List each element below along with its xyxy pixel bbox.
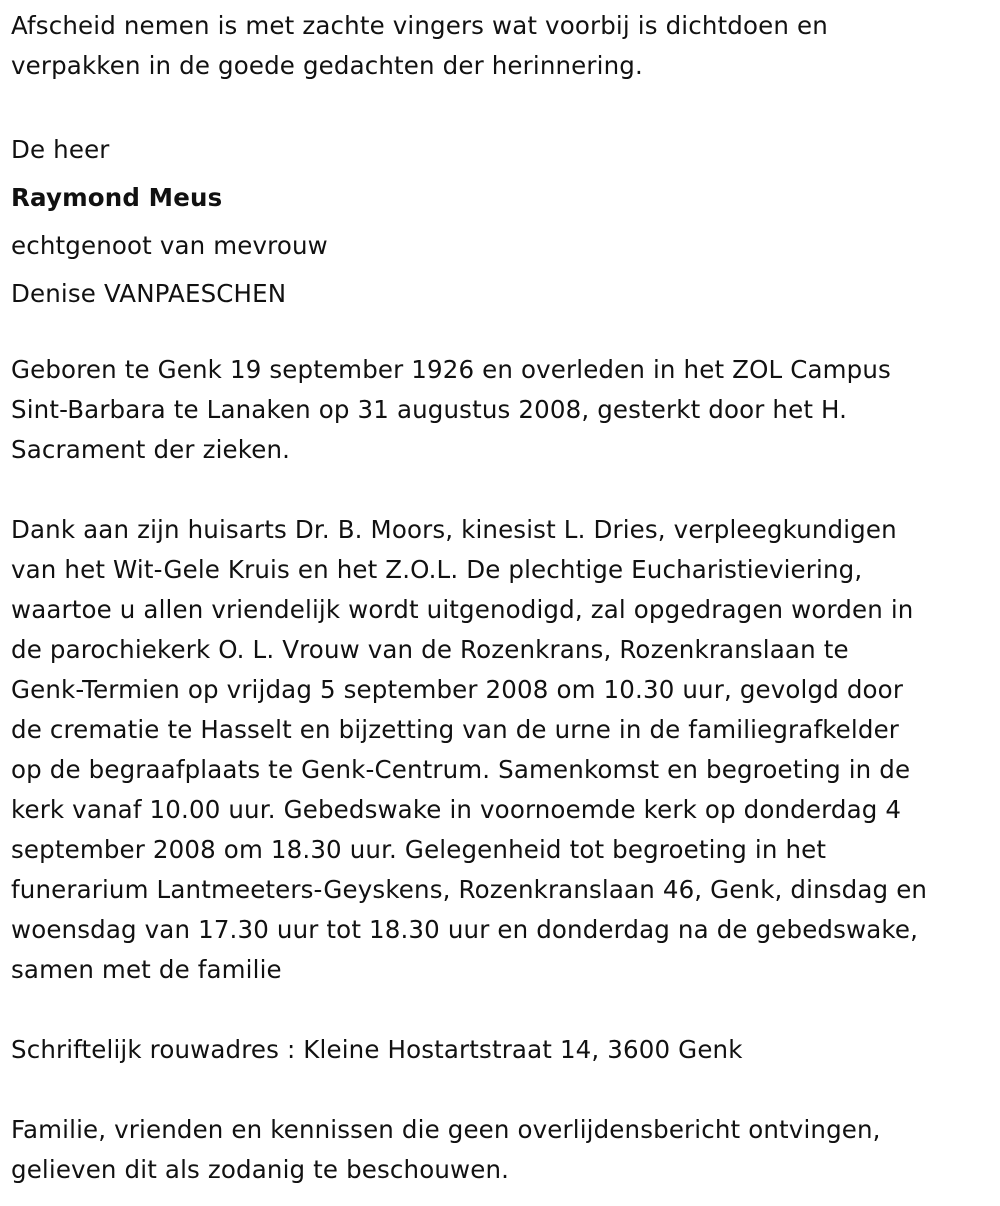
ceremony-line: waartoe u allen vriendelijk wordt uitgenodigd, zal opgedragen worden in [11,595,914,624]
birth-death-line: Sacrament der zieken. [11,435,291,464]
deceased-block [11,126,989,318]
mourning-address [11,1030,989,1070]
ceremony-line: Genk-Termien op vrijdag 5 september 2008 om 10.30 uur, gevolgd door [11,675,904,704]
ceremony-line: woensdag van 17.30 uur tot 18.30 uur en donderdag na de gebedswake, [11,915,919,944]
family-note-paragraph [11,1110,989,1190]
ceremony-line: Dank aan zijn huisarts Dr. B. Moors, kinesist L. Dries, verpleegkundigen [11,515,897,544]
ceremony-line: van het Wit-Gele Kruis en het Z.O.L. De plechtige Eucharistieviering, [11,555,863,584]
spouse-name: Denise VANPAESCHEN [11,279,287,308]
family-note-line: gelieven dit als zodanig te beschouwen. [11,1155,510,1184]
ceremony-line: op de begraafplaats te Genk-Centrum. Samenkomst en begroeting in de [11,755,911,784]
deceased-name: Raymond Meus [11,183,223,212]
ceremony-line: september 2008 om 18.30 uur. Gelegenheid tot begroeting in het [11,835,827,864]
relation-line: echtgenoot van mevrouw [11,231,328,260]
intro-line: verpakken in de goede gedachten der herinnering. [11,51,643,80]
ceremony-line: funerarium Lantmeeters-Geyskens, Rozenkranslaan 46, Genk, dinsdag en [11,875,928,904]
salutation: De heer [11,135,110,164]
ceremony-line: samen met de familie [11,955,282,984]
thanks-ceremony-paragraph [11,510,989,990]
ceremony-line: kerk vanaf 10.00 uur. Gebedswake in voornoemde kerk op donderdag 4 [11,795,902,824]
birth-death-line: Geboren te Genk 19 september 1926 en overleden in het ZOL Campus [11,355,891,384]
intro-quote [11,6,989,86]
birth-death-paragraph [11,350,989,470]
address-line: Schriftelijk rouwadres : Kleine Hostartstraat 14, 3600 Genk [11,1035,743,1064]
intro-line: Afscheid nemen is met zachte vingers wat voorbij is dichtdoen en [11,11,828,40]
birth-death-line: Sint-Barbara te Lanaken op 31 augustus 2008, gesterkt door het H. [11,395,848,424]
ceremony-line: de crematie te Hasselt en bijzetting van de urne in de familiegrafkelder [11,715,900,744]
family-note-line: Familie, vrienden en kennissen die geen overlijdensbericht ontvingen, [11,1115,881,1144]
ceremony-line: de parochiekerk O. L. Vrouw van de Rozenkrans, Rozenkranslaan te [11,635,849,664]
